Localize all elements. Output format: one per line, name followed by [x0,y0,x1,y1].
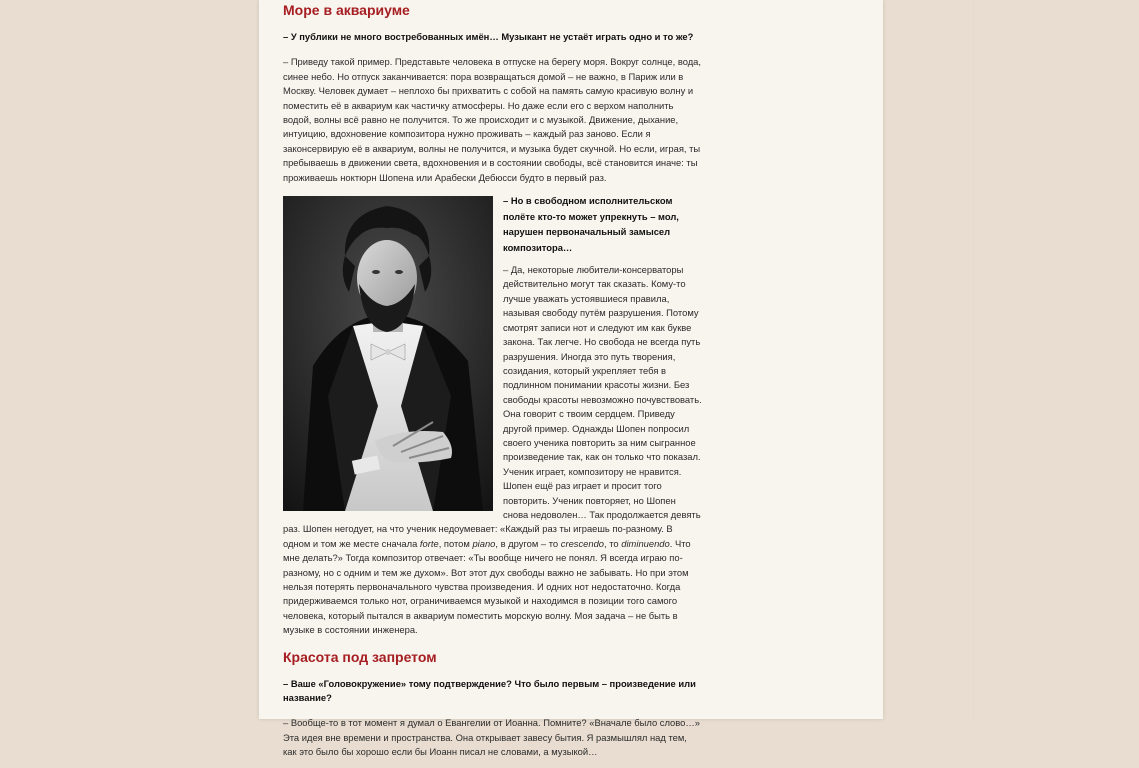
sidebar-divider [973,0,974,719]
term-forte: forte [419,537,439,549]
term-diminuendo: diminuendo [621,537,670,549]
interview-question: – У публики не много востребованных имён… Музыкант не устаёт играть одно и то же? [283,31,694,42]
article-page [259,0,883,758]
answer2-sep3: , то [604,537,622,549]
answer2-sep1: , потом [438,537,473,549]
answer2-sep2: , в другом – то [495,537,561,549]
interview-answer-3: – Вообще-то в тот момент я думал о Евангелии от Иоанна. Помните? «Вначале было слово…» Эта идея вне времени и пространства. Она открывает завесу бытия. Я размышлял над тем, как это было бы хорошо если бы Иоанн писал не словами, а музыкой… [283,717,700,758]
interview-answer: – Приведу такой пример. Представьте человека в отпуске на берегу моря. Вокруг солнце, вода, синее небо. Но отпуск заканчивается: пора возвращаться домой – не важно, в Париж или в Москву. Человек думает – неплохо бы прихватить с собой на память самую красивую волну и поместить её в аквариум как частичку атмосферы. Но даже если его с верхом наполнить водой, волны всё равно не получится. То же происходит и с музыкой. Движение, дыхание, интуицию, вдохновение композитора нужно проживать – каждый раз заново. Если я законсервирую её в аквариум, волны не получится, и музыка будет скучной. Но если, играя, ты пребываешь в движении света, вдохновения и в состоянии свободы, всё становится иначе: ты проживаешь ноктюрн Шопена или Арабески Дебюсси будто в первый раз. [283,56,701,183]
portrait-illustration [283,196,493,511]
interview-question-3: – Ваше «Головокружение» тому подтверждение? Что было первым – произведение или название? [283,677,696,704]
interview-question-2: – Но в свободном исполнительском полёте кто-то может упрекнуть – мол, нарушен первоначальный замысел композитора… [503,195,679,253]
section-title-beauty-forbidden: Красота под запретом [283,648,437,665]
pianist-portrait-photo [283,196,493,511]
answer2-text-part1: – Да, некоторые любители-консерваторы действительно могут так сказать. Кому-то лучше уважать устоявшиеся правила, называя свободу путём разрушения. Потому смотрят записи нот и следуют им как букве закона. Так легче. Но свобода не всегда путь разрушения. Иногда это путь творения, созидания, который укрепляет тебя в подлинном понимании красоты жизни. Без свободы красоты невозможно почувствовать. Она говорит с твоим сердцем. Приведу другой пример. Однажды Шопен попросил своего ученика повторить за ним сыгранное произведение так, как он только что показал. Ученик играет, композитору не нравится. Шопен ещё раз играет и просит того повторить. Ученик повторяет, но Шопен снова недоволен… Так продолжается девять раз. Шопен негодует, на что ученик недоумевает: «Каждый раз ты играешь по-разному. В одном и том же месте сначала [283,264,702,549]
section-title-sea-in-aquarium: Море в аквариуме [283,2,410,18]
answer2-text-part2: . Что мне делать?» Тогда композитор отвечает: «Ты вообще ничего не понял. Я всегда играю по-разному, но с одним и тем же духом». Вот этот дух свободы важно не забывать. Но при этом нельзя потерять первоначального чувства произведения. И одних нот недостаточно. Когда придерживаемся только нот, ограничиваемся музыкой и находимся в позиции того самого человека, который пытался в аквариум поместить морскую волну. Моя задача – не быть в музыке в состоянии инженера. [283,537,691,636]
article-content [283,0,702,768]
term-piano: piano [472,537,496,549]
term-crescendo: crescendo [560,537,605,549]
